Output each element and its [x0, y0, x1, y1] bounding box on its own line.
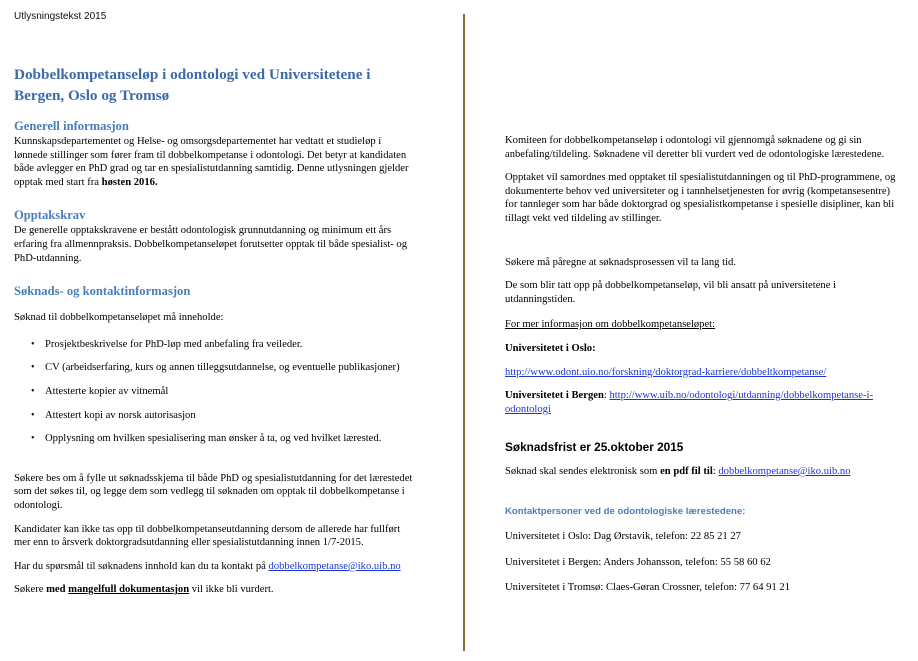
- documentation-warning: [14, 583, 414, 597]
- bullet-icon: •: [31, 433, 35, 445]
- bergen-label: Universitetet i Bergen: [505, 390, 604, 402]
- warning-bold-underlined: mangelfull dokumentasjon: [68, 584, 190, 596]
- contact-bergen: Universitetet i Bergen: Anders Johansson, telefon: 55 58 60 62: [505, 556, 771, 568]
- list-item-text: CV (arbeidserfaring, kurs og annen tilleggsutdannelse, og eventuelle publikasjoner): [45, 362, 400, 374]
- bullet-icon: •: [31, 338, 35, 350]
- list-item-text: Opplysning om hvilken spesialisering man ønsker å ta, og ved hvilket lærested.: [45, 433, 382, 445]
- warning-pre: Søkere: [14, 584, 47, 596]
- heading-requirements: Opptakskrav: [14, 208, 86, 223]
- list-item-text: Attesterte kopier av vitnemål: [45, 385, 169, 397]
- bullet-icon: •: [31, 385, 35, 397]
- heading-general: Generell informasjon: [14, 119, 129, 133]
- eligibility-paragraph: Kandidater kan ikke tas opp til dobbelkompetanseutdanning dersom de allerede har fullført mer enn to årsverk doktorgradsutdanning eller spesialistutdanning innen 1/7-2015.: [14, 523, 401, 549]
- attachments-paragraph: Søkere bes om å fylle ut søknadsskjema til både PhD og spesialistutdanning for det lærestedet som det søkes til, og legge dem som vedlegg til søknaden om opptak til dobbelkompetanse i odontologi.: [14, 472, 413, 511]
- section-general: [14, 119, 414, 189]
- submission-email-link[interactable]: dobbelkompetanse@iko.uib.no: [718, 465, 851, 477]
- general-start-term: høsten 2016.: [101, 176, 158, 188]
- general-text: [14, 135, 414, 189]
- general-body: Kunnskapsdepartementet og Helse- og omsorgsdepartementet har vedtatt et studieløp i lønnede stillinger som fører fram til dobbelkompetanse i odontologi. Det betyr at kandidaten både avlegger en PhD grad og tar en spesialistutdanning samtidig. Denne utlysningen gjelder opptak med start fra: [14, 136, 409, 188]
- list-item-text: Prosjektbeskrivelse for PhD-løp med anbefaling fra veileder.: [45, 338, 303, 350]
- employment-paragraph: De som blir tatt opp på dobbelkompetanseløp, vil bli ansatt på universitetene i utdanningstiden.: [505, 280, 836, 305]
- requirements-list: [14, 338, 414, 446]
- bergen-separator: :: [603, 390, 610, 402]
- submission-paragraph: [505, 465, 905, 479]
- section-application: [14, 284, 414, 446]
- oslo-url-link[interactable]: http://www.odont.uio.no/forskning/doktorgrad-karriere/dobbeltkompetanse/: [505, 366, 827, 378]
- spacer: [14, 456, 414, 472]
- submission-bold: en pdf fil til: [660, 465, 713, 477]
- application-deadline: Søknadsfrist er 25.oktober 2015: [505, 440, 684, 455]
- list-item-text: Attestert kopi av norsk autorisasjon: [45, 409, 196, 421]
- coordination-paragraph: Opptaket vil samordnes med opptaket til spesialistutdanningen og til PhD-programmene, og dokumenterte behov ved universiteter og i tannhelsetjenesten for øvrig (kompetansesentre) for tannleger som har både doktorgrad og spesialistkompetanse i spesielle disipliner, kan bli tillagt vekt ved tildeling av stillinger.: [505, 172, 896, 224]
- more-info-link[interactable]: [505, 318, 905, 332]
- questions-text: Har du spørsmål til søknadens innhold kan du ta kontakt på: [14, 560, 269, 572]
- oslo-link-row: [505, 366, 905, 380]
- list-item: [14, 385, 414, 399]
- warning-post: vil ikke bli vurdert.: [189, 584, 274, 596]
- bullet-icon: •: [31, 362, 35, 374]
- list-item: [14, 409, 414, 423]
- warning-bold-with: med: [46, 584, 69, 596]
- more-info-text[interactable]: For mer informasjon om dobbelkompetanseløpet:: [505, 319, 716, 331]
- requirements-text: De generelle opptakskravene er bestått odontologisk grunnutdanning og minimum ett års erfaring fra allmennpraksis. Dobbelkompetanseløpet forutsetter opptak til både spesialist- og PhD-utdanning.: [14, 225, 408, 264]
- list-item: [14, 338, 414, 352]
- heading-application: Søknads- og kontaktinformasjon: [14, 284, 191, 299]
- application-lead: Søknad til dobbelkompetanseløpet må inneholde:: [14, 312, 224, 324]
- submission-sep: :: [712, 465, 719, 477]
- list-item: [14, 361, 414, 375]
- oslo-label-row: [505, 342, 905, 356]
- bullet-icon: •: [31, 409, 35, 421]
- oslo-label: Universitetet i Oslo:: [505, 342, 596, 354]
- section-requirements: [14, 208, 414, 265]
- list-item: [14, 432, 414, 446]
- right-column: [505, 134, 905, 605]
- left-column: [14, 64, 414, 607]
- contact-email-link[interactable]: dobbelkompetanse@iko.uib.no: [268, 560, 401, 572]
- contact-oslo: Universitetet i Oslo: Dag Ørstavik, telefon: 22 85 21 27: [505, 531, 741, 543]
- process-time-paragraph: Søkere må påregne at søknadsprosessen vil ta lang tid.: [505, 256, 736, 268]
- document-title: Dobbelkompetanseløp i odontologi ved Universitetene i Bergen, Oslo og Tromsø: [14, 66, 371, 104]
- bergen-row: [505, 389, 905, 416]
- submission-pre: Søknad skal sendes elektronisk som: [505, 465, 661, 477]
- document-header-label: Utlysningstekst 2015: [14, 11, 107, 22]
- bergen-url-link[interactable]: http://www.uib.no/odontologi/utdanning/dobbelkompetanse-i-odontologi: [505, 390, 873, 415]
- contact-tromso: Universitetet i Tromsø: Claes-Gøran Crossner, telefon: 77 64 91 21: [505, 582, 790, 594]
- questions-paragraph: [14, 560, 414, 574]
- committee-paragraph: Komiteen for dobbelkompetanseløp i odontologi vil gjennomgå søknadene og gi sin anbefaling/tildeling. Søknadene vil deretter bli vurdert ved de odontologiske lærestedene.: [505, 135, 885, 160]
- contacts-heading: Kontaktpersoner ved de odontologiske lærestedene:: [505, 505, 746, 517]
- column-divider: [463, 14, 465, 651]
